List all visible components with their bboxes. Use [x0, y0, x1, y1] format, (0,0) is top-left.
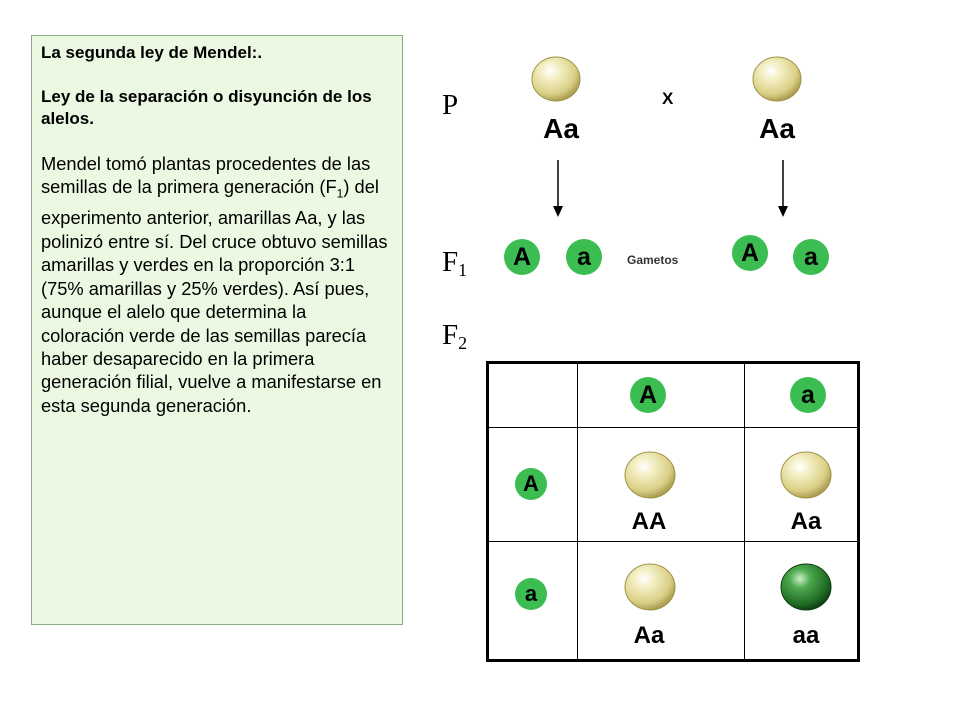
arrow-down-left-icon: [550, 160, 566, 218]
offspring-aa-dominant-yellow-seed-icon: [623, 450, 677, 500]
punnett-divider-h2: [486, 541, 860, 542]
punnett-row-header-dominant: A: [515, 468, 547, 500]
offspring-r2c2-green-seed-icon: [779, 562, 833, 612]
gamete-right-dominant: A: [732, 235, 768, 271]
generation-f1-letter: F: [442, 246, 459, 278]
gamete-left-recessive: a: [566, 239, 602, 275]
generation-f1-label: [442, 247, 467, 285]
generation-f2-label: [442, 320, 467, 358]
punnett-divider-h1: [486, 427, 860, 428]
punnett-row-header-recessive: a: [515, 578, 547, 610]
punnett-border-left: [486, 361, 489, 662]
offspring-cell-r2c2-genotype: aa: [792, 622, 820, 649]
explanation-textbox: [31, 35, 403, 625]
parent-left-genotype: Aa: [543, 113, 579, 144]
parent-right-genotype: Aa: [759, 113, 795, 144]
explanation-body: [41, 152, 394, 417]
parent-left-yellow-seed-icon: [530, 55, 582, 103]
punnett-col-header-recessive: a: [790, 377, 826, 413]
offspring-cell-r1c2-genotype: Aa: [790, 508, 822, 535]
cross-symbol: X: [662, 89, 674, 108]
offspring-cell-r1c1-genotype: AA: [631, 508, 667, 535]
offspring-cell-r2c1-genotype: Aa: [633, 622, 665, 649]
explanation-title: La segunda ley de Mendel:.: [41, 43, 263, 62]
generation-f2-subscript: 2: [458, 333, 468, 353]
gamete-right-recessive: a: [793, 239, 829, 275]
punnett-divider-v2: [744, 361, 745, 662]
explanation-body-subscript: 1: [336, 187, 344, 202]
punnett-border-bottom: [486, 659, 860, 662]
arrow-down-right-icon: [775, 160, 791, 218]
punnett-col-header-dominant: A: [630, 377, 666, 413]
gametes-label: Gametos: [627, 253, 679, 267]
generation-f2-letter: F: [442, 319, 459, 351]
explanation-body-part1: Mendel tomó plantas procedentes de las semillas de la primera generación (F: [41, 153, 371, 198]
punnett-divider-v1: [577, 361, 578, 662]
offspring-r2c1-yellow-seed-icon: [623, 562, 677, 612]
offspring-r1c2-yellow-seed-icon: [779, 450, 833, 500]
parent-right-yellow-seed-icon: [751, 55, 803, 103]
explanation-subtitle: Ley de la separación o disyunción de los alelos.: [41, 87, 372, 128]
gamete-left-dominant: A: [504, 239, 540, 275]
generation-f1-subscript: 1: [458, 260, 468, 280]
punnett-border-top: [486, 361, 860, 364]
generation-p-label: P: [442, 89, 459, 121]
explanation-body-part2: ) del experimento anterior, amarillas Aa, y las polinizó entre sí. Del cruce obtuvo semillas amarillas y verdes en la proporción 3:1 (75% amarillas y 25% verdes). Así pues, aunque el alelo que determina la coloración verde de las semillas parecía haber desaparecido en la primera generación filial, vuelve a manifestarse en esta segunda generación.: [41, 176, 388, 416]
